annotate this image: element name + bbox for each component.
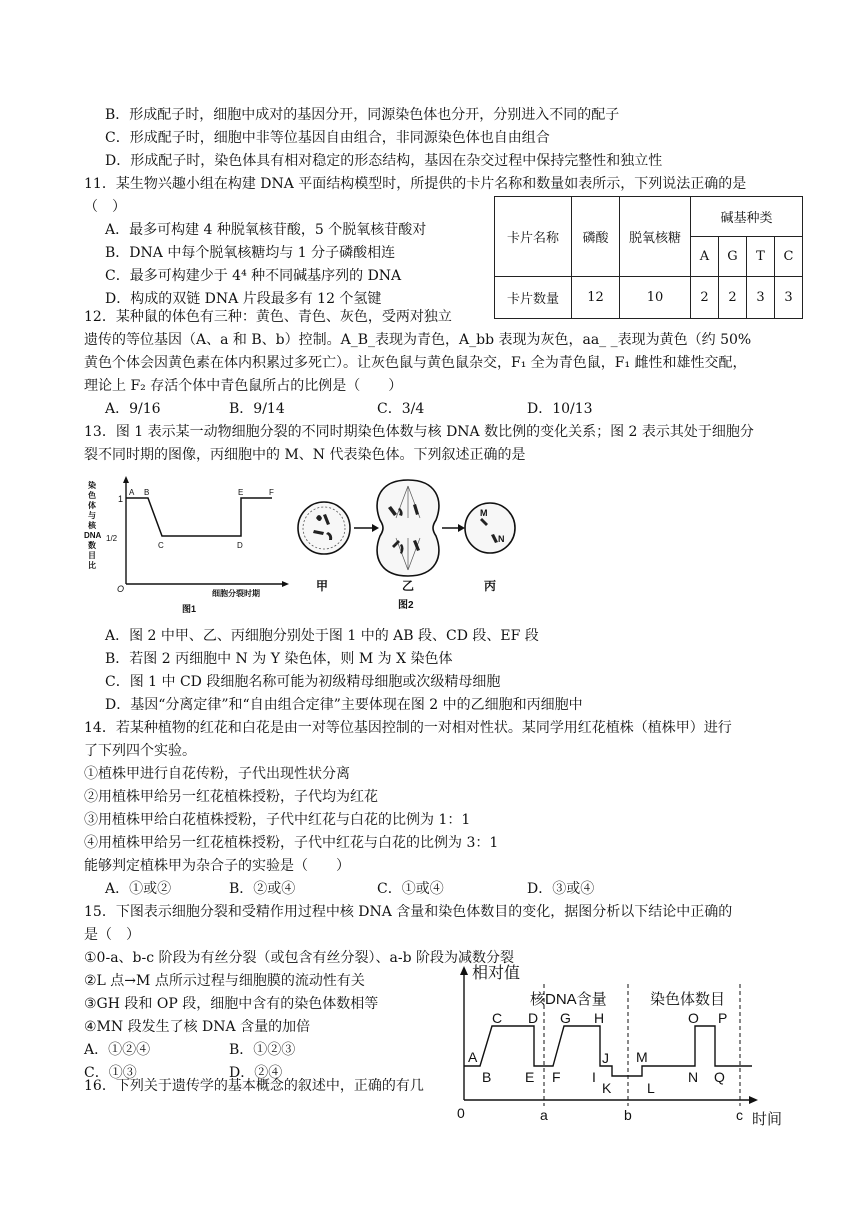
- q15-option-a: A．①②④: [84, 1042, 151, 1058]
- table-row-label: 卡片数量: [495, 277, 572, 319]
- card-table: [494, 196, 803, 319]
- chart-point-i: I: [592, 1069, 596, 1085]
- q15-statement-1: ①0-a、b-c 阶段为有丝分裂（或包含有丝分裂）、a-b 阶段为减数分裂: [84, 950, 515, 966]
- q12-option-c: C．3/4: [377, 401, 425, 417]
- q15-statement-4: ④MN 段发生了核 DNA 含量的加倍: [84, 1019, 311, 1035]
- table-cell-sugar: 10: [620, 277, 691, 319]
- q14-option-d: D．③或④: [527, 881, 595, 897]
- fig1-ylabel: [84, 480, 102, 570]
- fig2-caption: 图2: [398, 600, 414, 611]
- fig1-point-d: D: [237, 541, 243, 550]
- q14-option-b: B．②或④: [229, 881, 296, 897]
- chromosome-m-label: M: [480, 508, 488, 518]
- table-header-base-t: T: [747, 237, 775, 277]
- chart-x-mark-a: a: [540, 1107, 548, 1123]
- chart-ylabel: 相对值: [472, 965, 521, 982]
- table-header-phosphate: 磷酸: [572, 197, 620, 277]
- cell-yi: [377, 480, 439, 576]
- table-cell-a: 2: [691, 277, 719, 319]
- q13-stem-2: 裂不同时期的图像，丙细胞中的 M、N 代表染色体。下列叙述正确的是: [84, 447, 526, 463]
- q13-option-c: C．图 1 中 CD 段细胞名称可能为初级精母细胞或次级精母细胞: [105, 674, 501, 690]
- cell-jia-label: 甲: [316, 579, 329, 593]
- q14-option-c: C．①或④: [377, 881, 444, 897]
- q11-stem: 11．某生物兴趣小组在构建 DNA 平面结构模型时，所提供的卡片名称和数量如表所示，下列说法正确的是: [84, 176, 747, 192]
- fig1-origin: O: [117, 584, 125, 594]
- q14-option-a: A．①或②: [105, 881, 172, 897]
- cell-yi-label: 乙: [402, 579, 415, 593]
- q10-option-b: B．形成配子时，细胞中成对的基因分开，同源染色体也分开，分别进入不同的配子: [105, 107, 620, 123]
- table-header-base-g: G: [719, 237, 747, 277]
- chart-point-d: D: [528, 1010, 539, 1026]
- cell-bing-label: 丙: [484, 579, 497, 593]
- q15-stem-1: 15．下图表示细胞分裂和受精作用过程中核 DNA 含量和染色体数目的变化，据图分析以下结论中正确的: [84, 904, 733, 920]
- chart-point-q: Q: [714, 1069, 725, 1085]
- q12-option-b: B．9/14: [229, 401, 285, 417]
- fig1-y-tick-1: 1: [118, 494, 124, 504]
- chart-point-k: K: [602, 1080, 612, 1096]
- arrow-head: [372, 524, 379, 532]
- chart-chromosome-label: 染色体数目: [650, 991, 726, 1008]
- table-header-name: 卡片名称: [495, 197, 572, 277]
- chart-point-p: P: [718, 1010, 728, 1026]
- table-header-bases: 碱基种类: [691, 197, 803, 237]
- q12-stem-3: 黄色个体会因黄色素在体内积累过多死亡）。让灰色鼠与黄色鼠杂交，F₁ 全为青色鼠，F₁ 雌性和雄性交配，: [84, 355, 747, 371]
- fig1-ylabel-char: DNA: [84, 531, 102, 540]
- q12-option-d: D．10/13: [527, 401, 593, 417]
- fig1-caption: 图1: [182, 604, 197, 614]
- q15-option-d: D．②④: [229, 1065, 283, 1081]
- fig1-xlabel: 细胞分裂时期: [212, 589, 260, 598]
- q15-stem-2: 是（ ）: [84, 927, 140, 943]
- q16-stem: 16．下列关于遗传学的基本概念的叙述中，正确的有几: [84, 1078, 424, 1094]
- q14-experiment-3: ③用植株甲给白花植株授粉，子代中红花与白花的比例为 1：1: [84, 812, 471, 828]
- cell-bing: [465, 503, 515, 553]
- q14-question: 能够判定植株甲为杂合子的实验是（ ）: [84, 858, 350, 874]
- q15-option-c: C．①③: [84, 1065, 137, 1081]
- fig1-y-arrow: [123, 476, 129, 483]
- figure-2: [296, 476, 520, 622]
- q14-stem-2: 了下列四个实验。: [84, 743, 196, 759]
- chart-point-g: G: [560, 1010, 571, 1026]
- q15-option-b: B．①②③: [229, 1042, 296, 1058]
- cell-jia: [298, 502, 350, 554]
- fig1-ylabel-char: 数: [88, 541, 96, 550]
- chart-dna-label: 核DNA含量: [530, 991, 607, 1008]
- chart-xlabel: 时间: [752, 1111, 783, 1128]
- q13-option-b: B．若图 2 丙细胞中 N 为 Y 染色体，则 M 为 X 染色体: [105, 651, 453, 667]
- chart-point-e: E: [525, 1069, 535, 1085]
- q15-statement-3: ③GH 段和 OP 段，细胞中含有的染色体数相等: [84, 996, 379, 1012]
- q14-experiment-4: ④用植株甲给另一红花植株授粉，子代中红花与白花的比例为 3：1: [84, 835, 499, 851]
- chart-x-mark-c: c: [736, 1107, 743, 1123]
- fig1-ylabel-char: 染: [88, 481, 96, 490]
- q11-stem-paren: （ ）: [84, 199, 126, 215]
- chart-point-n: N: [688, 1069, 699, 1085]
- table-header-base-c: C: [775, 237, 803, 277]
- figure-dna-chromosome: [452, 962, 792, 1130]
- q11-option-d: D．构成的双链 DNA 片段最多有 12 个氢键: [105, 291, 382, 307]
- chart-point-m: M: [636, 1049, 648, 1065]
- fig1-ylabel-char: 与: [88, 511, 96, 520]
- chart-point-h: H: [594, 1010, 605, 1026]
- fig1-y-tick-half: 1/2: [106, 534, 118, 543]
- q11-option-c: C．最多可构建少于 4⁴ 种不同碱基序列的 DNA: [105, 268, 402, 284]
- q13-stem-1: 13．图 1 表示某一动物细胞分裂的不同时期染色体数与核 DNA 数比例的变化关系；图 2 表示其处于细胞分: [84, 424, 754, 440]
- table-header-base-a: A: [691, 237, 719, 277]
- chart-point-b: B: [482, 1069, 492, 1085]
- table-cell-c: 3: [775, 277, 803, 319]
- chart-point-l: L: [647, 1080, 655, 1096]
- q13-option-a: A．图 2 中甲、乙、丙细胞分别处于图 1 中的 AB 段、CD 段、EF 段: [105, 628, 539, 644]
- table-header-sugar: 脱氧核糖: [620, 197, 691, 277]
- chart-y-arrow: [460, 966, 468, 975]
- fig1-ylabel-char: 体: [88, 501, 96, 510]
- q12-stem-1: 12．某种鼠的体色有三种：黄色、青色、灰色，受两对独立: [84, 309, 452, 325]
- q14-stem-1: 14．若某种植物的红花和白花是由一对等位基因控制的一对相对性状。某同学用红花植株（植株甲）进行: [84, 720, 732, 736]
- table-cell-g: 2: [719, 277, 747, 319]
- chart-x-arrow: [749, 1096, 758, 1104]
- fig1-point-f: F: [269, 488, 274, 497]
- chart-point-c: C: [492, 1010, 503, 1026]
- chart-origin: 0: [457, 1105, 465, 1121]
- fig1-point-c: C: [158, 541, 164, 550]
- chart-point-o: O: [688, 1010, 699, 1026]
- chart-point-f: F: [552, 1069, 561, 1085]
- fig1-ylabel-char: 比: [88, 561, 96, 570]
- q11-option-a: A．最多可构建 4 种脱氧核苷酸，5 个脱氧核苷酸对: [105, 222, 427, 238]
- table-cell-t: 3: [747, 277, 775, 319]
- chart-point-a: A: [468, 1049, 478, 1065]
- fig1-curve: [126, 498, 272, 536]
- fig1-point-b: B: [144, 488, 150, 497]
- fig1-point-e: E: [238, 488, 244, 497]
- q12-stem-2: 遗传的等位基因（A、a 和 B、b）控制。A_B_表现为青色，A_bb 表现为灰色，aa_ _表现为黄色（约 50%: [84, 332, 752, 348]
- arrow-head: [458, 524, 465, 532]
- fig1-x-arrow: [282, 581, 289, 587]
- fig1-ylabel-char: 核: [88, 521, 96, 530]
- table-cell-phosphate: 12: [572, 277, 620, 319]
- q14-experiment-2: ②用植株甲给另一红花植株授粉，子代均为红花: [84, 789, 378, 805]
- q13-option-d: D．基因“分离定律”和“自由组合定律”主要体现在图 2 中的乙细胞和丙细胞中: [105, 697, 583, 713]
- q12-option-a: A．9/16: [105, 401, 161, 417]
- chart-x-mark-b: b: [624, 1107, 632, 1123]
- chromosome-n-label: N: [498, 534, 505, 544]
- chart-point-j: J: [602, 1050, 609, 1066]
- q15-statement-2: ②L 点→M 点所示过程与细胞膜的流动性有关: [84, 973, 365, 989]
- q10-option-c: C．形成配子时，细胞中非等位基因自由组合，非同源染色体也自由组合: [105, 130, 550, 146]
- figure-1: [84, 474, 294, 622]
- q14-experiment-1: ①植株甲进行自花传粉，子代出现性状分离: [84, 766, 350, 782]
- q12-stem-4: 理论上 F₂ 存活个体中青色鼠所占的比例是（ ）: [84, 378, 403, 394]
- q10-option-d: D．形成配子时，染色体具有相对稳定的形态结构，基因在杂交过程中保持完整性和独立性: [105, 153, 663, 169]
- fig1-ylabel-char: 目: [88, 551, 96, 560]
- fig1-ylabel-char: 色: [88, 491, 96, 500]
- fig1-point-a: A: [129, 488, 135, 497]
- q11-option-b: B．DNA 中每个脱氧核糖均与 1 分子磷酸相连: [105, 245, 396, 261]
